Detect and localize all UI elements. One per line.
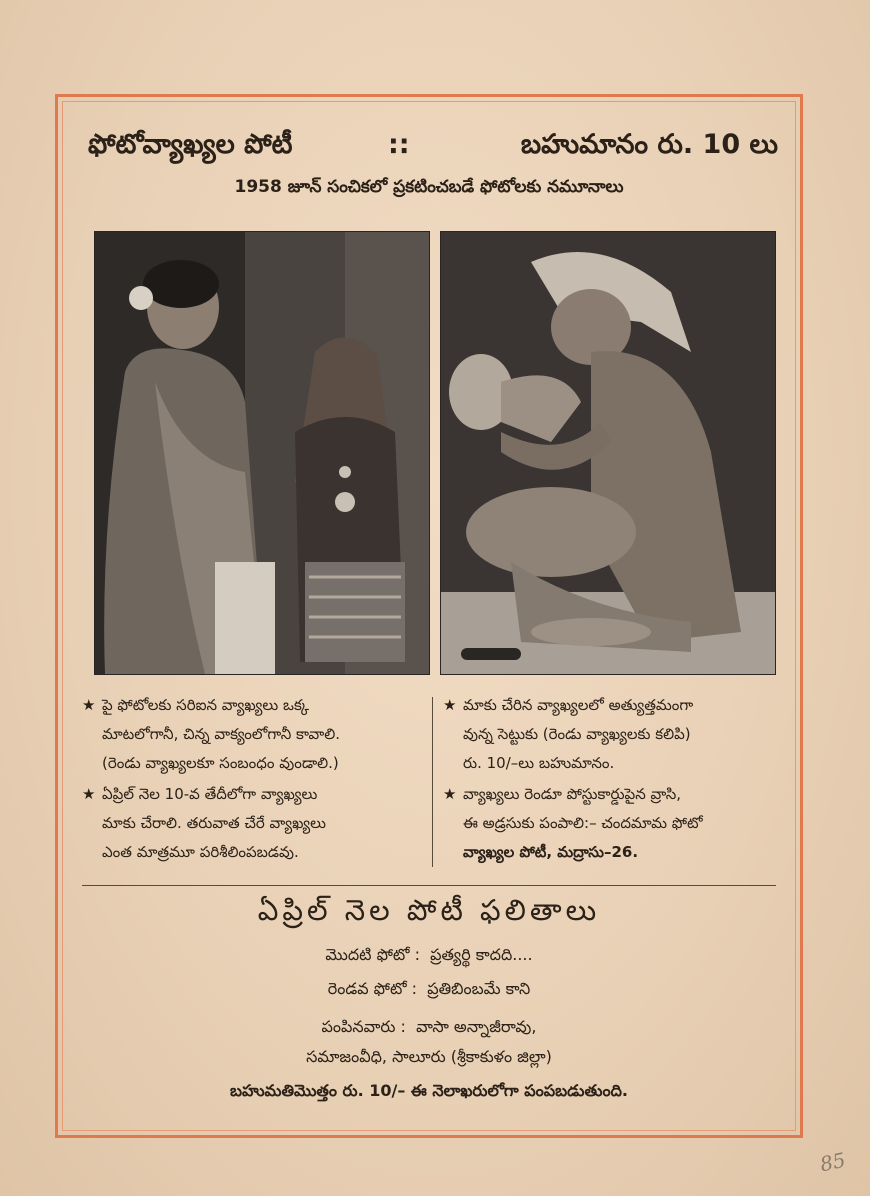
results-heading: ఏప్రిల్ నెల పోటీ ఫలితాలు [257,893,601,927]
rule-item: ★ మాకు చేరిన వ్యాఖ్యలలో అత్యుత్తమంగా వున్న సెట్టుకు (రెండు వ్యాఖ్యలకు కలిపి) రు. 10/–లు బహుమానం. [443,691,788,778]
section-divider [82,885,776,886]
star-icon: ★ [82,785,96,803]
winner-name-line [58,1017,800,1040]
rule-item: ★ పై ఫోటోలకు సరిఐన వ్యాఖ్యలు ఒక్క మాటలోగానీ, చిన్న వాక్యంలోగానీ కావాలి. (రెండు వ్యాఖ్యలకూ సంబంధం వుండాలి.) [82,691,422,778]
photo-women-dancer [94,231,430,675]
contest-title: ఫోటోవ్యాఖ్యల పోటీ [88,129,293,160]
result-first-photo [58,945,800,968]
second-photo-caption: ప్రతిబింబమే కాని [427,979,531,998]
content-frame [55,94,803,1138]
prize-title: బహుమానం రు. 10 లు [520,129,778,160]
photo-mother-child-statue [440,231,776,675]
result-second-photo [58,979,800,1002]
star-icon: ★ [443,785,457,803]
sender-name: వాసా అన్నాజీరావు, [416,1017,537,1036]
page-number: 85 [817,1147,848,1177]
second-photo-label: రెండవ ఫోటో : [327,979,418,998]
rules-right [443,691,788,869]
photo-statue-image [441,232,775,674]
prize-footer: బహుమతిమొత్తం రు. 10/– ఈ నెలాఖరులోగా పంపబడుతుంది. [230,1081,628,1100]
subtitle: 1958 జూన్ సంచికలో ప్రకటించబడే ఫోటోలకు నమూనాలు [234,177,624,197]
title-separator: :: [388,129,410,160]
photo-women-dancer-image [95,232,429,674]
star-icon: ★ [82,696,96,714]
rule-item: ★ వ్యాఖ్యలు రెండూ పోస్టుకార్డుపైన వ్రాసి, ఈ అడ్రసుకు పంపాలి:– చందమామ ఫోటో వ్యాఖ్యల పోటీ, మద్రాసు–26. [443,780,788,867]
first-photo-label: మొదటి ఫోటో : [325,945,420,964]
rules-left [82,691,422,869]
title-row [88,129,778,169]
column-divider [432,697,433,867]
rule-item: ★ ఏప్రిల్ నెల 10-వ తేదీలోగా వ్యాఖ్యలు మాకు చేరాలి. తరువాత చేరే వ్యాఖ్యలు ఎంత మాత్రమూ పరిశీలింపబడవు. [82,780,422,867]
winner-address: సమాజంవీధి, సాలూరు (శ్రీకాకుళం జిల్లా) [306,1047,552,1066]
sender-label: పంపినవారు : [321,1017,406,1036]
first-photo-caption: ప్రత్యర్థి కాదది.... [430,945,533,964]
star-icon: ★ [443,696,457,714]
